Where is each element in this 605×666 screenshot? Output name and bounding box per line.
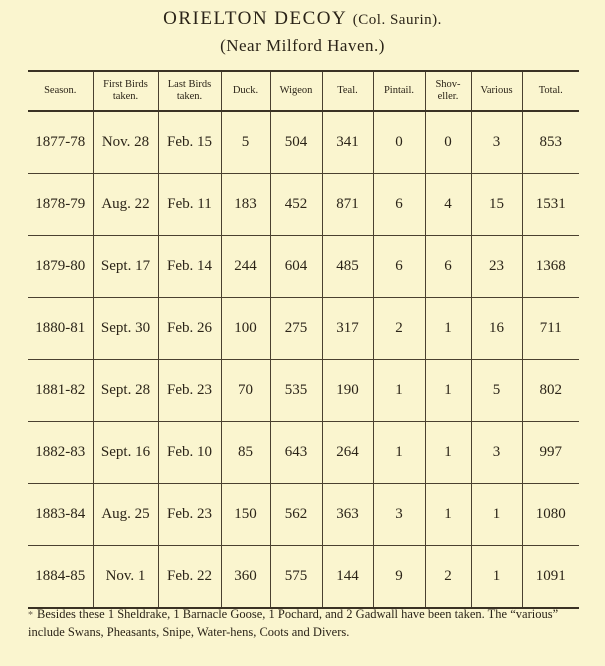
decoy-table xyxy=(28,70,579,609)
table-cell: 3 xyxy=(471,111,522,174)
table-cell: 871 xyxy=(322,174,373,236)
table-row xyxy=(28,111,579,174)
table-cell: 643 xyxy=(270,422,322,484)
table-cell: 100 xyxy=(221,298,270,360)
table-cell: 190 xyxy=(322,360,373,422)
table-cell: Sept. 16 xyxy=(93,422,158,484)
table-cell: 1 xyxy=(425,298,471,360)
table-cell: 0 xyxy=(425,111,471,174)
table-cell: 5 xyxy=(471,360,522,422)
table-cell: 452 xyxy=(270,174,322,236)
table-cell: 2 xyxy=(373,298,425,360)
table-cell: 1531 xyxy=(522,174,579,236)
table-cell: 183 xyxy=(221,174,270,236)
column-header: Shov-eller. xyxy=(425,71,471,111)
table-cell: Nov. 1 xyxy=(93,546,158,609)
table-cell: 1878-79 xyxy=(28,174,93,236)
table-cell: Feb. 23 xyxy=(158,360,221,422)
table-cell: 0 xyxy=(373,111,425,174)
table-cell: 1879-80 xyxy=(28,236,93,298)
footnote-mark: * xyxy=(28,610,33,621)
table-cell: 3 xyxy=(373,484,425,546)
table-cell: 997 xyxy=(522,422,579,484)
table-cell: 3 xyxy=(471,422,522,484)
table-cell: 504 xyxy=(270,111,322,174)
table-cell: 1880-81 xyxy=(28,298,93,360)
table-cell: 15 xyxy=(471,174,522,236)
table-cell: 604 xyxy=(270,236,322,298)
table-cell: 360 xyxy=(221,546,270,609)
table-cell: Feb. 23 xyxy=(158,484,221,546)
table-cell: Feb. 22 xyxy=(158,546,221,609)
table-body xyxy=(28,111,579,608)
table-row xyxy=(28,236,579,298)
table-cell: Feb. 10 xyxy=(158,422,221,484)
table-cell: 317 xyxy=(322,298,373,360)
table-cell: 1080 xyxy=(522,484,579,546)
column-header: Teal. xyxy=(322,71,373,111)
table-row xyxy=(28,546,579,609)
table-cell: 1 xyxy=(471,546,522,609)
table-cell: 85 xyxy=(221,422,270,484)
table-cell: 802 xyxy=(522,360,579,422)
table-cell: 6 xyxy=(373,236,425,298)
table-cell: 575 xyxy=(270,546,322,609)
table-cell: 5 xyxy=(221,111,270,174)
table-cell: 1 xyxy=(373,360,425,422)
column-header: First Birds taken. xyxy=(93,71,158,111)
table-cell: 244 xyxy=(221,236,270,298)
table-cell: 275 xyxy=(270,298,322,360)
column-header: Wigeon xyxy=(270,71,322,111)
table-cell: 70 xyxy=(221,360,270,422)
column-header: Pintail. xyxy=(373,71,425,111)
table-cell: Feb. 26 xyxy=(158,298,221,360)
table-cell: 1882-83 xyxy=(28,422,93,484)
table-cell: Feb. 11 xyxy=(158,174,221,236)
table-cell: Sept. 28 xyxy=(93,360,158,422)
column-header: Last Birds taken. xyxy=(158,71,221,111)
table-cell: 144 xyxy=(322,546,373,609)
table-row xyxy=(28,360,579,422)
table-cell: Feb. 14 xyxy=(158,236,221,298)
column-header: Season. xyxy=(28,71,93,111)
table-cell: 363 xyxy=(322,484,373,546)
table-cell: 711 xyxy=(522,298,579,360)
page-subtitle: (Near Milford Haven.) xyxy=(220,36,385,55)
table-cell: Aug. 22 xyxy=(93,174,158,236)
table-cell: 4 xyxy=(425,174,471,236)
table-row xyxy=(28,422,579,484)
footnote-text: Besides these 1 Sheldrake, 1 Barnacle Goose, 1 Pochard, and 2 Gadwall have been taken. The “various” include Swans, Pheasants, Snipe, Water-hens, Coots and Divers. xyxy=(28,607,559,639)
table-cell: 1 xyxy=(373,422,425,484)
table-cell: 9 xyxy=(373,546,425,609)
column-header: Duck. xyxy=(221,71,270,111)
title-attribution: (Col. Saurin). xyxy=(352,12,442,28)
table-cell: 1091 xyxy=(522,546,579,609)
table-cell: Sept. 30 xyxy=(93,298,158,360)
table-cell: Nov. 28 xyxy=(93,111,158,174)
table-cell: 535 xyxy=(270,360,322,422)
table-cell: Sept. 17 xyxy=(93,236,158,298)
table-cell: 1877-78 xyxy=(28,111,93,174)
table-cell: 485 xyxy=(322,236,373,298)
table-cell: 853 xyxy=(522,111,579,174)
page-title xyxy=(0,8,605,30)
table-cell: 6 xyxy=(373,174,425,236)
table-cell: 1 xyxy=(471,484,522,546)
table-cell: Aug. 25 xyxy=(93,484,158,546)
table-cell: 1883-84 xyxy=(28,484,93,546)
table-cell: 1881-82 xyxy=(28,360,93,422)
table-cell: 2 xyxy=(425,546,471,609)
column-header: Various xyxy=(471,71,522,111)
table-cell: Feb. 15 xyxy=(158,111,221,174)
table-cell: 1 xyxy=(425,484,471,546)
table-cell: 1368 xyxy=(522,236,579,298)
table-cell: 1 xyxy=(425,422,471,484)
table-cell: 23 xyxy=(471,236,522,298)
column-header: Total. xyxy=(522,71,579,111)
table-row xyxy=(28,174,579,236)
table-cell: 1 xyxy=(425,360,471,422)
table-header-row xyxy=(28,71,579,111)
table-cell: 16 xyxy=(471,298,522,360)
table-cell: 264 xyxy=(322,422,373,484)
table-cell: 1884-85 xyxy=(28,546,93,609)
table-cell: 6 xyxy=(425,236,471,298)
table-row xyxy=(28,298,579,360)
table-cell: 562 xyxy=(270,484,322,546)
table-cell: 341 xyxy=(322,111,373,174)
table-cell: 150 xyxy=(221,484,270,546)
footnote xyxy=(28,606,583,640)
table-row xyxy=(28,484,579,546)
title-main: ORIELTON DECOY xyxy=(163,8,347,29)
